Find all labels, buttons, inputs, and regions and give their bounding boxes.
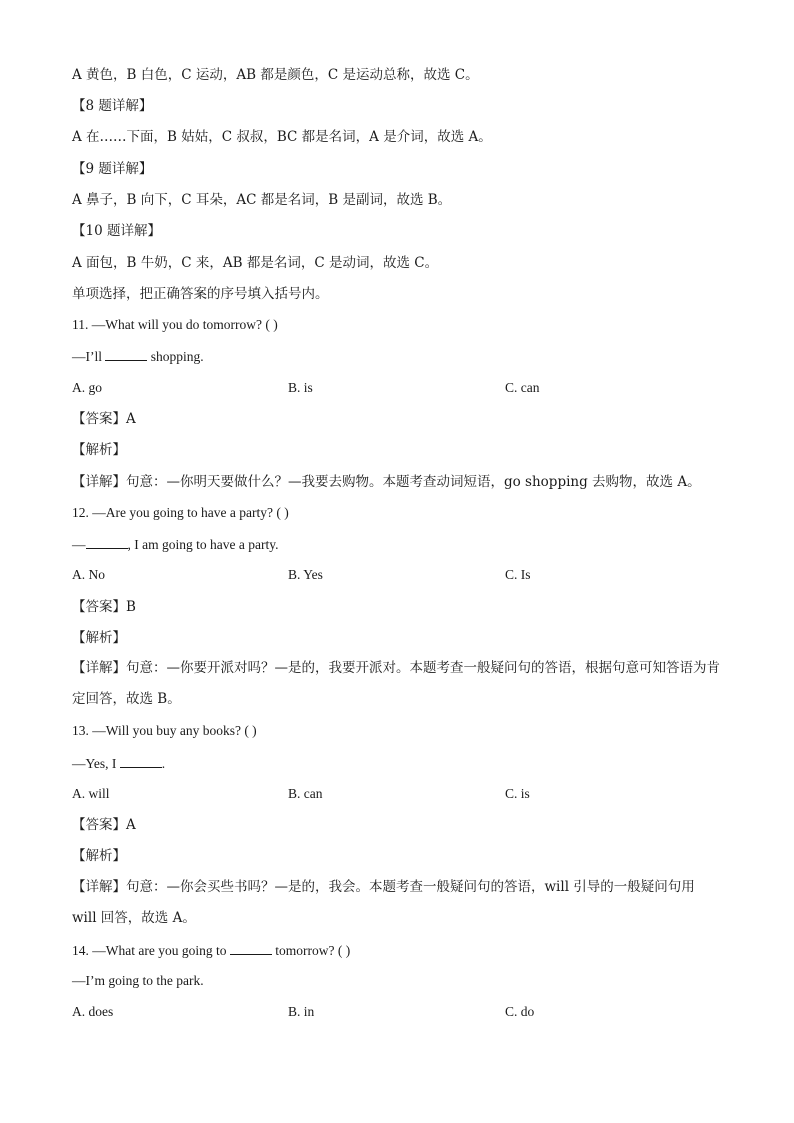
q13-reply bbox=[72, 754, 732, 773]
q14-reply: —I’m going to the park. bbox=[72, 973, 204, 988]
q9-detail-heading: 【9 题详解】 bbox=[72, 161, 153, 177]
q12-blank bbox=[86, 535, 128, 549]
q14-option-c: C. do bbox=[505, 1004, 535, 1019]
explanation-7-text: A 黄色，B 白色，C 运动，AB 都是颜色，C 是运动总称，故选 C。 bbox=[72, 67, 479, 83]
q11-analysis-heading: 【解析】 bbox=[72, 442, 126, 458]
q13-blank bbox=[120, 754, 162, 768]
q12-reply-post: , I am going to have a party. bbox=[127, 537, 279, 552]
explanation-10-text: A 面包，B 牛奶，C 来，AB 都是名词，C 是动词，故选 C。 bbox=[72, 255, 439, 271]
q12-answer: 【答案】B bbox=[72, 599, 136, 615]
q11-answer: 【答案】A bbox=[72, 411, 136, 427]
q12-option-b: B. Yes bbox=[288, 567, 323, 582]
q11-stem: 11. —What will you do tomorrow? ( ) bbox=[72, 317, 278, 332]
q12-option-a: A. No bbox=[72, 567, 105, 582]
q13-option-a: A. will bbox=[72, 786, 110, 801]
q13-stem: 13. —Will you buy any books? ( ) bbox=[72, 723, 257, 738]
q11-option-c: C. can bbox=[505, 380, 540, 395]
q13-reply-post: . bbox=[161, 756, 166, 771]
q12-analysis-heading: 【解析】 bbox=[72, 630, 126, 646]
q14-stem-pre: 14. —What are you going to bbox=[72, 943, 230, 958]
q11-reply-post: shopping. bbox=[147, 349, 204, 364]
q14-stem bbox=[72, 941, 732, 960]
explanation-8-text: A 在……下面，B 姑姑，C 叔叔，BC 都是名词，A 是介词，故选 A。 bbox=[72, 129, 492, 145]
q13-answer: 【答案】A bbox=[72, 817, 136, 833]
q11-option-a: A. go bbox=[72, 380, 102, 395]
q13-option-b: B. can bbox=[288, 786, 323, 801]
q12-stem: 12. —Are you going to have a party? ( ) bbox=[72, 505, 289, 520]
q11-reply-pre: —I’ll bbox=[72, 349, 106, 364]
q11-blank bbox=[105, 347, 147, 361]
q14-stem-post: tomorrow? ( ) bbox=[271, 943, 351, 958]
q11-option-b: B. is bbox=[288, 380, 313, 395]
q13-detail: 【详解】句意：—你会买些书吗？—是的，我会。本题考查一般疑问句的答语，will 引导的一般疑问句用 will 回答，故选 A。 bbox=[72, 879, 695, 926]
q12-reply bbox=[72, 535, 732, 554]
q11-detail: 【详解】句意：—你明天要做什么？—我要去购物。本题考查动词短语，go shopping 去购物，故选 A。 bbox=[72, 474, 701, 490]
q13-option-c: C. is bbox=[505, 786, 530, 801]
q12-option-c: C. Is bbox=[505, 567, 531, 582]
section-title: 单项选择，把正确答案的序号填入括号内。 bbox=[72, 286, 329, 302]
q10-detail-heading: 【10 题详解】 bbox=[72, 223, 161, 239]
q12-detail: 【详解】句意：—你要开派对吗？—是的，我要开派对。本题考查一般疑问句的答语，根据句意可知答语为肯定回答，故选 B。 bbox=[72, 660, 720, 707]
q11-reply bbox=[72, 347, 732, 366]
q8-detail-heading: 【8 题详解】 bbox=[72, 98, 153, 114]
q13-reply-pre: —Yes, I bbox=[72, 756, 120, 771]
q12-reply-pre: — bbox=[72, 537, 86, 552]
q14-option-b: B. in bbox=[288, 1004, 315, 1019]
q13-analysis-heading: 【解析】 bbox=[72, 848, 126, 864]
q14-option-a: A. does bbox=[72, 1004, 114, 1019]
explanation-9-text: A 鼻子，B 向下，C 耳朵，AC 都是名词，B 是副词，故选 B。 bbox=[72, 192, 452, 208]
q14-blank bbox=[230, 941, 272, 955]
